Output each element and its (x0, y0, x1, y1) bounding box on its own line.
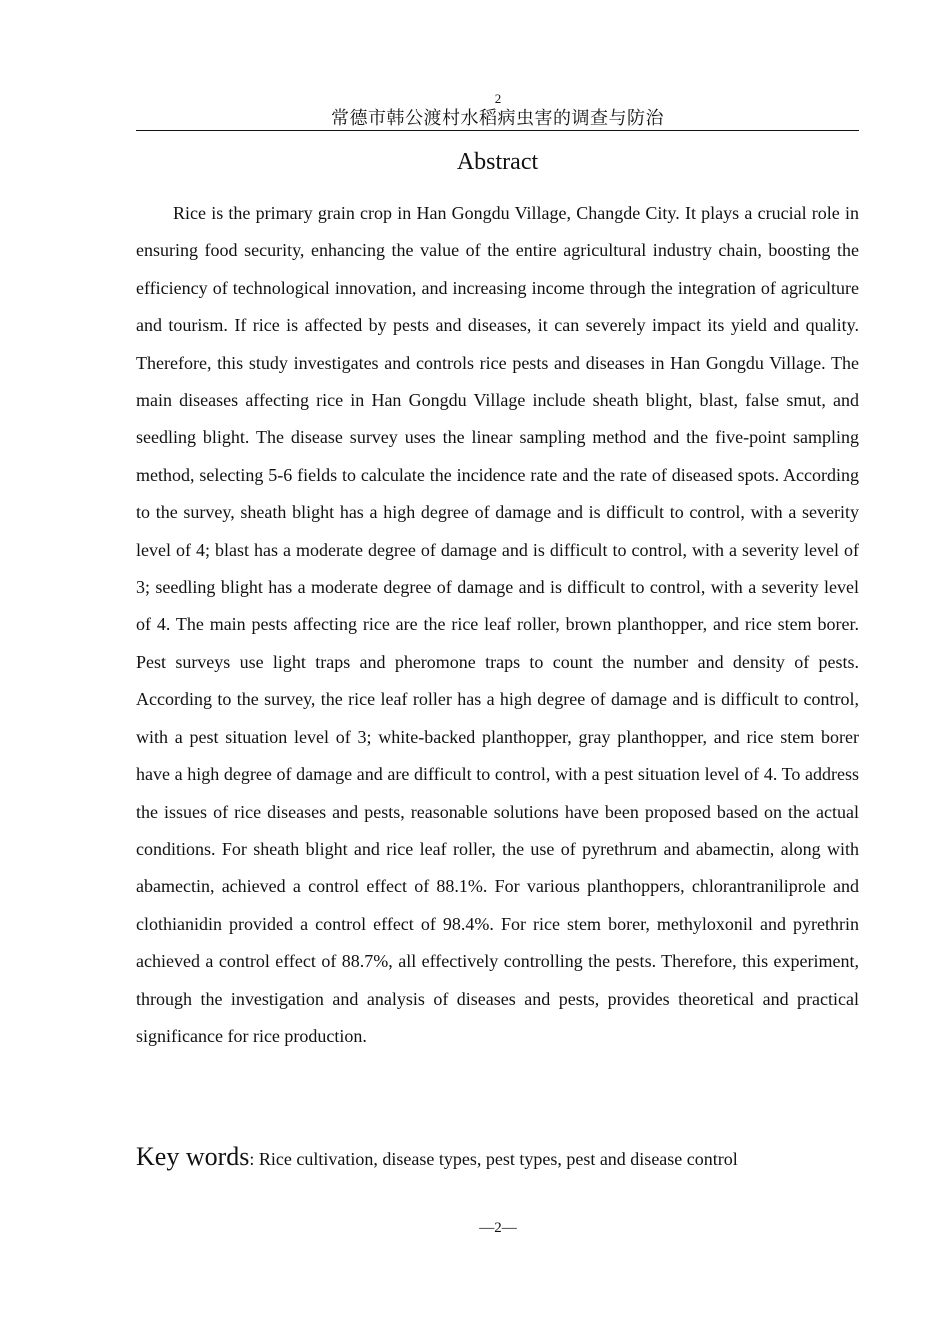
abstract-heading: Abstract (456, 149, 539, 175)
keywords-text: Rice cultivation, disease types, pest types, pest and disease control (258, 1149, 738, 1169)
running-header-title: 常德市韩公渡村水稻病虫害的调查与防治 (331, 108, 664, 128)
keywords-separator: : (249, 1149, 259, 1169)
page-footer-number: —2— (479, 1220, 517, 1236)
header-divider (136, 130, 859, 131)
keywords-line (136, 1138, 859, 1178)
page-number-top: 2 (494, 91, 502, 106)
abstract-body-paragraph: Rice is the primary grain crop in Han Gongdu Village, Changde City. It plays a crucial role in ensuring food security, enhancing the value of the entire agricultural industry chain, boosting the efficiency of technological innovation, and increasing income through the integration of agriculture and tourism. If rice is affected by pests and diseases, it can severely impact its yield and quality. Therefore, this study investigates and controls rice pests and diseases in Han Gongdu Village. The main diseases affecting rice in Han Gongdu Village include sheath blight, blast, false smut, and seedling blight. The disease survey uses the linear sampling method and the five-point sampling method, selecting 5-6 fields to calculate the incidence rate and the rate of diseased spots. According to the survey, sheath blight has a high degree of damage and is difficult to control, with a severity level of 4; blast has a moderate degree of damage and is difficult to control, with a severity level of 3; seedling blight has a moderate degree of damage and is difficult to control, with a severity level of 4. The main pests affecting rice are the rice leaf roller, brown planthopper, and rice stem borer. Pest surveys use light traps and pheromone traps to count the number and density of pests. According to the survey, the rice leaf roller has a high degree of damage and is difficult to control, with a pest situation level of 3; white-backed planthopper, gray planthopper, and rice stem borer have a high degree of damage and are difficult to control, with a pest situation level of 4. To address the issues of rice diseases and pests, reasonable solutions have been proposed based on the actual conditions. For sheath blight and rice leaf roller, the use of pyrethrum and abamectin, along with abamectin, achieved a control effect of 88.1%. For various planthoppers, chlorantraniliprole and clothianidin provided a control effect of 98.4%. For rice stem borer, methyloxonil and pyrethrin achieved a control effect of 88.7%, all effectively controlling the pests. Therefore, this experiment, through the investigation and analysis of diseases and pests, provides theoretical and practical significance for rice production. (136, 203, 859, 1046)
keywords-label: Key words (136, 1142, 250, 1171)
